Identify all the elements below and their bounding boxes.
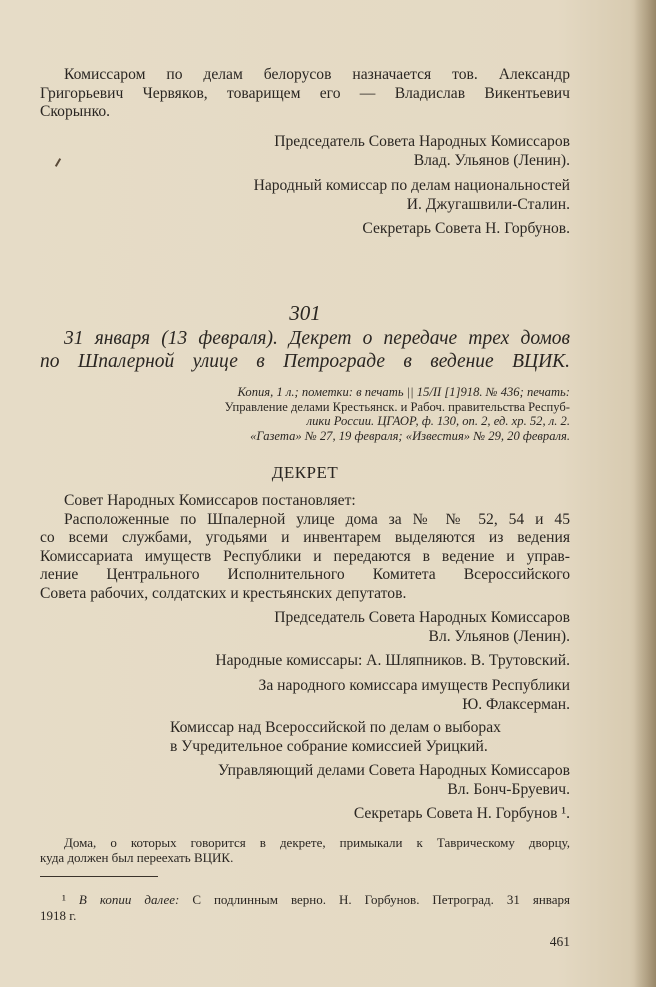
paragraph-line: Скорынко. <box>40 103 111 120</box>
body-line: Совет Народных Комиссаров постановляет: <box>64 492 356 509</box>
signature-title: Председатель Совета Народных Комиссаров <box>274 133 570 150</box>
title-line: 31 января (13 февраля). Декрет о передаче трех домов <box>64 328 570 349</box>
footnote-text: С подлинным верно. Н. Горбунов. Петроград. 31 января <box>192 892 571 907</box>
signature-name: Влад. Ульянов (Ленин). <box>413 151 570 169</box>
top-paragraph <box>40 66 570 122</box>
signature-title: Председатель Совета Народных Комиссаров <box>274 609 570 626</box>
decree-body <box>40 492 570 603</box>
decree-signature-commissars <box>40 652 570 671</box>
note-line: куда должен был переехать ВЦИК. <box>40 850 234 865</box>
document-number: 301 <box>289 301 321 325</box>
footnote-line: 1918 г. <box>40 908 77 923</box>
body-line: Расположенные по Шпалерной улице дома за № № 52, 54 и 45 <box>64 510 570 528</box>
note-line: Дома, о которых говорится в декрете, примыкали к Таврическому дворцу, <box>64 835 570 850</box>
signature-chairman <box>40 133 570 170</box>
signature-line: Секретарь Совета Н. Горбунов ¹. <box>353 805 570 822</box>
source-line: «Газета» № 27, 19 февраля; «Известия» № 29, 20 февраля. <box>250 428 570 443</box>
decree-signature-manager <box>40 762 570 799</box>
editorial-note <box>40 835 570 865</box>
body-line: со всеми службами, угодьями и инвентарем выделяются из ведения <box>40 529 570 546</box>
signature-secretary <box>40 220 570 239</box>
signature-name: Ю. Флаксерман. <box>462 695 570 713</box>
decree-signature-property <box>40 677 570 714</box>
page-number: 461 <box>549 934 570 949</box>
paragraph-line: Григорьевич Червяков, товарищем его — Владислав Викентьевич <box>40 84 570 102</box>
footnote-rule <box>40 876 158 877</box>
source-line: Копия, 1 л.; пометки: в печать || 15/II [1]918. № 436; печать: <box>237 385 570 399</box>
paragraph-line: Комиссаром по делам белорусов назначается тов. Александр <box>64 66 570 83</box>
body-line: Совета рабочих, солдатских и крестьянских депутатов. <box>40 584 407 602</box>
signature-name: Вл. Бонч-Бруевич. <box>447 780 570 798</box>
decree-signature-elections <box>170 719 560 756</box>
body-line: ление Центрального Исполнительного Комитета Всероссийского <box>40 566 570 583</box>
signature-title: Управляющий делами Совета Народных Комиссаров <box>217 762 570 779</box>
footnote-italic: В копии далее: <box>78 892 180 907</box>
signature-line: Народные комиссары: А. Шляпников. В. Трутовский. <box>215 652 570 669</box>
document-title <box>40 327 570 373</box>
signature-nationalities <box>40 177 570 214</box>
signature-line: Секретарь Совета Н. Горбунов. <box>362 220 570 237</box>
signature-line: Комиссар над Всероссийской по делам о выборах <box>170 719 501 736</box>
signature-name: Вл. Ульянов (Ленин). <box>428 627 570 645</box>
source-note <box>40 385 570 443</box>
footnote <box>40 892 570 924</box>
source-line: лики России. ЦГАОР, ф. 130, оп. 2, ед. хр. 52, л. 2. <box>306 414 570 429</box>
signature-name: И. Джугашвили-Сталин. <box>406 195 570 213</box>
signature-line: в Учредительное собрание комиссией Урицкий. <box>170 737 488 755</box>
title-line: по Шпалерной улице в Петрограде в ведение ВЦИК. <box>40 351 570 372</box>
decree-signature-secretary <box>40 805 570 824</box>
footnote-line <box>40 892 570 908</box>
source-line: Управление делами Крестьянск. и Рабоч. правительства Респуб- <box>224 399 570 414</box>
signature-title: Народный комиссар по делам национальностей <box>253 177 570 194</box>
body-line: Комиссариата имуществ Республики и передаются в ведение и управ- <box>40 547 570 565</box>
decree-heading: ДЕКРЕТ <box>271 463 339 482</box>
signature-title: За народного комиссара имуществ Республики <box>258 677 570 694</box>
decree-signature-chairman <box>40 609 570 646</box>
footnote-marker: ¹ <box>62 892 66 907</box>
page-edge-shadow <box>634 0 656 987</box>
